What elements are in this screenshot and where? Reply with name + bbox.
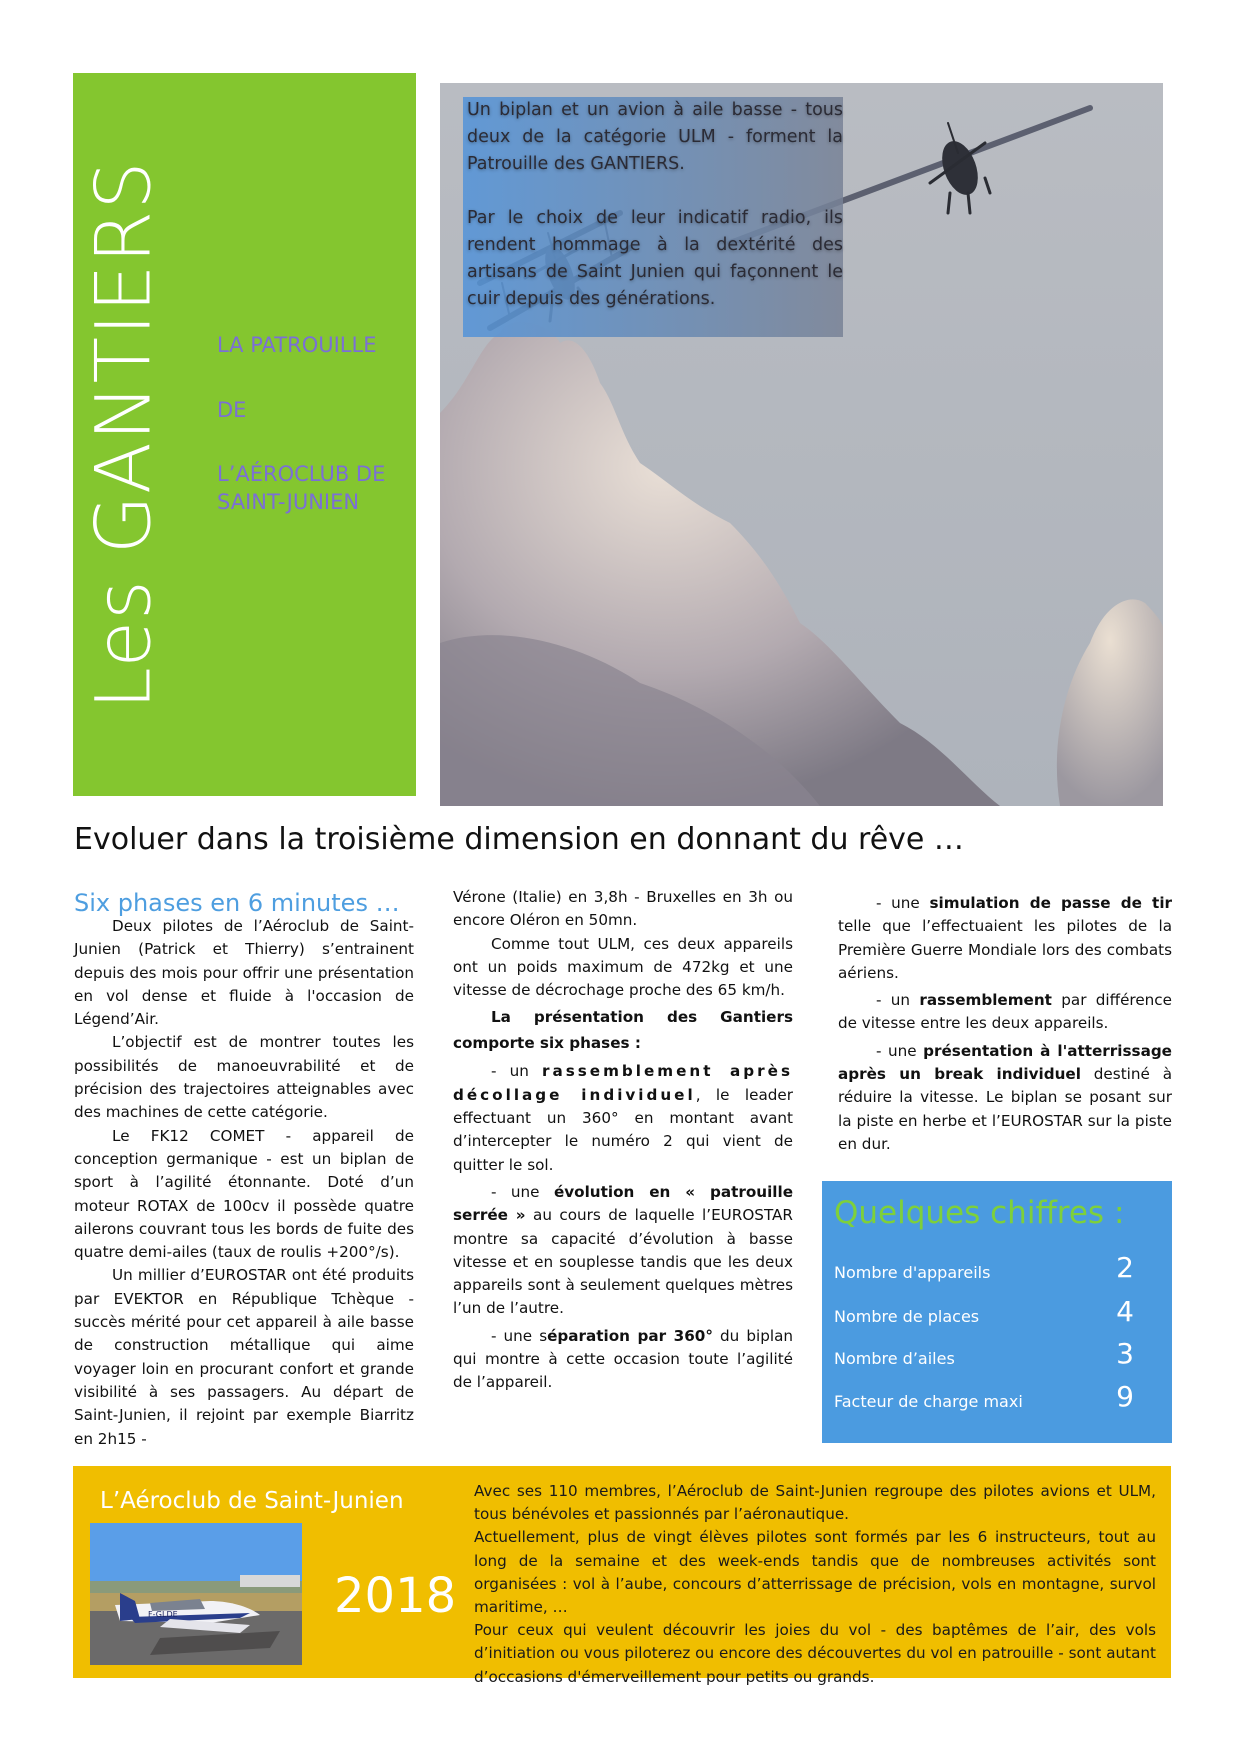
phase-5-rest: par différence de vitesse entre les deux appareils. [838,991,1173,1033]
stat-label: Nombre de places [834,1307,980,1326]
headline: Evoluer dans la troisième dimension en donnant du rêve … [74,822,964,857]
caption-paragraph-1: Un biplan et un avion à aile basse - tous deux de la catégorie ULM - forment la Patrouille des GANTIERS. [467,100,843,174]
cover-subtitle-4: SAINT-JUNIEN [217,490,360,514]
footer-text [474,1480,1156,1689]
stat-value: 4 [1116,1295,1134,1328]
phase-4-bold: simulation de passe de tir [929,894,1173,912]
stat-row [834,1337,1134,1370]
photo-caption [463,97,843,337]
phase-3-prefix: - une s [491,1326,548,1345]
phase-6-bold: présentation à l'atterrissage après un break individuel [838,1041,1172,1084]
article-column-3 [838,892,1172,1156]
col1-paragraph-3: Le FK12 COMET - appareil de conception germanique - est un biplan de sport à l’agilité étonnante. Doté d’un moteur ROTAX de 100cv il possède quatre ailerons couvrant tous les bords de fuite des quatre demi-ailes (taux de roulis +200°/s). [74,1126,414,1262]
phase-4-rest: telle que l’effectuaient les pilotes de la Première Guerre Mondiale lors des combats aériens. [838,917,1172,982]
col2-intro: Vérone (Italie) en 3,8h - Bruxelles en 3h ou encore Oléron en 50mn. [453,888,793,930]
phase-2-prefix: - une [491,1182,554,1201]
stat-row [834,1380,1134,1413]
cover-title-text: Les GANTIERS [78,159,168,710]
phase-2 [453,1181,793,1321]
caption-paragraph-2: Par le choix de leur indicatif radio, ils rendent hommage à la dextérité des artisans de Saint Junien qui façonnent le cuir depuis des générations. [467,208,843,309]
stat-value: 9 [1116,1380,1134,1413]
phase-6-prefix: - une [876,1041,924,1060]
phase-6 [838,1040,1172,1156]
footer-paragraph-1: Avec ses 110 membres, l’Aéroclub de Saint-Junien regroupe des pilotes avions et ULM, tous bénévoles et passionnés par l’aéronautique. [474,1482,1156,1524]
phase-5-prefix: - un [876,991,920,1010]
cover-subtitle-3: L’AÉROCLUB DE [217,462,386,486]
cover-subtitle-1: LA PATROUILLE [217,333,377,357]
col1-paragraph-4: Un millier d’EUROSTAR ont été produits par EVEKTOR en République Tchèque - succès mérité pour cet appareil à aile basse de construction métallique qui aime voyager loin en procurant confort et grande visibilité à ses passagers. Au départ de Saint-Junien, il rejoint par exemple Biarritz en 2h15 - [74,1266,414,1448]
phase-5 [838,989,1172,1036]
phase-2-rest: au cours de laquelle l’EUROSTAR montre sa capacité d’évolution à basse vitesse et en souplesse tandis que les deux appareils sont à seulement quelques mètres l’un de l’autre. [453,1206,793,1318]
footer-paragraph-3: Pour ceux qui veulent découvrir les joies du vol - des baptêmes de l’air, des vols d’initiation ou vous piloterez ou encore des découvertes du vol en patrouille - sont autant d’occasions d'émerveillement pour petits ou grands. [474,1621,1156,1686]
cover-subtitle-2: DE [217,398,247,422]
article-column-1 [74,915,414,1451]
col2-ulm: Comme tout ULM, ces deux appareils ont un poids maximum de 472kg et une vitesse de décrochage proche des 65 km/h. [453,934,793,1000]
stat-value: 3 [1116,1337,1134,1370]
col1-paragraph-2: L’objectif est de montrer toutes les possibilités de manoeuvrabilité et de précision des trajectoires atteignables avec des machines de cette catégorie. [74,1033,414,1122]
phase-1-bold: rassemblement après décollage individuel [453,1062,793,1104]
section-title: Six phases en 6 minutes … [74,889,400,917]
aeroclub-plane-image [90,1523,302,1665]
phase-4 [838,892,1172,985]
phase-3 [453,1325,793,1395]
phase-6-rest: destiné à réduire la vitesse. Le biplan se posant sur la piste en herbe et l’EUROSTAR sur la piste en dur. [838,1065,1172,1153]
aeroclub-photo [90,1523,302,1665]
phase-1-rest: , le leader effectuant un 360° en montant avant d’intercepter le numéro 2 qui vient de quitter le sol. [453,1085,793,1174]
col2-lead: La présentation des Gantiers comporte six phases : [453,1008,793,1053]
phase-3-rest: du biplan qui montre à cette occasion toute l’agilité de l’appareil. [453,1326,793,1392]
stat-label: Facteur de charge maxi [834,1392,1023,1411]
stat-row [834,1251,1134,1284]
phase-4-prefix: - une [876,894,930,912]
cover-title [73,73,173,796]
footer-year: 2018 [334,1568,457,1624]
phase-1-prefix: - un [491,1062,542,1081]
phase-5-bold: rassemblement [919,991,1052,1010]
stat-value: 2 [1116,1251,1134,1284]
stat-row [834,1295,1134,1328]
stat-label: Nombre d'appareils [834,1263,991,1282]
phase-3-bold: éparation par 360° [547,1326,713,1345]
footer-title: L’Aéroclub de Saint-Junien [100,1488,404,1514]
stat-label: Nombre d’ailes [834,1349,955,1368]
plane-registration: F-GLDE [148,1610,178,1619]
phase-1 [453,1060,793,1176]
article-column-2 [453,886,793,1395]
col1-paragraph-1: Deux pilotes de l’Aéroclub de Saint-Junien (Patrick et Thierry) s’entrainent depuis des mois pour offrir une présentation en vol dense et fluide à l'occasion de Légend’Air. [74,917,414,1029]
stats-title: Quelques chiffres : [834,1195,1125,1231]
footer-paragraph-2: Actuellement, plus de vingt élèves pilotes sont formés par les 6 instructeurs, tout au long de la semaine et des week-ends tandis que de nombreuses activités sont organisées : vol à l’aube, concours d’atterrissage de précision, vols en montagne, survol maritime, … [474,1528,1156,1617]
phase-2-bold: évolution en « patrouille serrée » [453,1182,794,1225]
